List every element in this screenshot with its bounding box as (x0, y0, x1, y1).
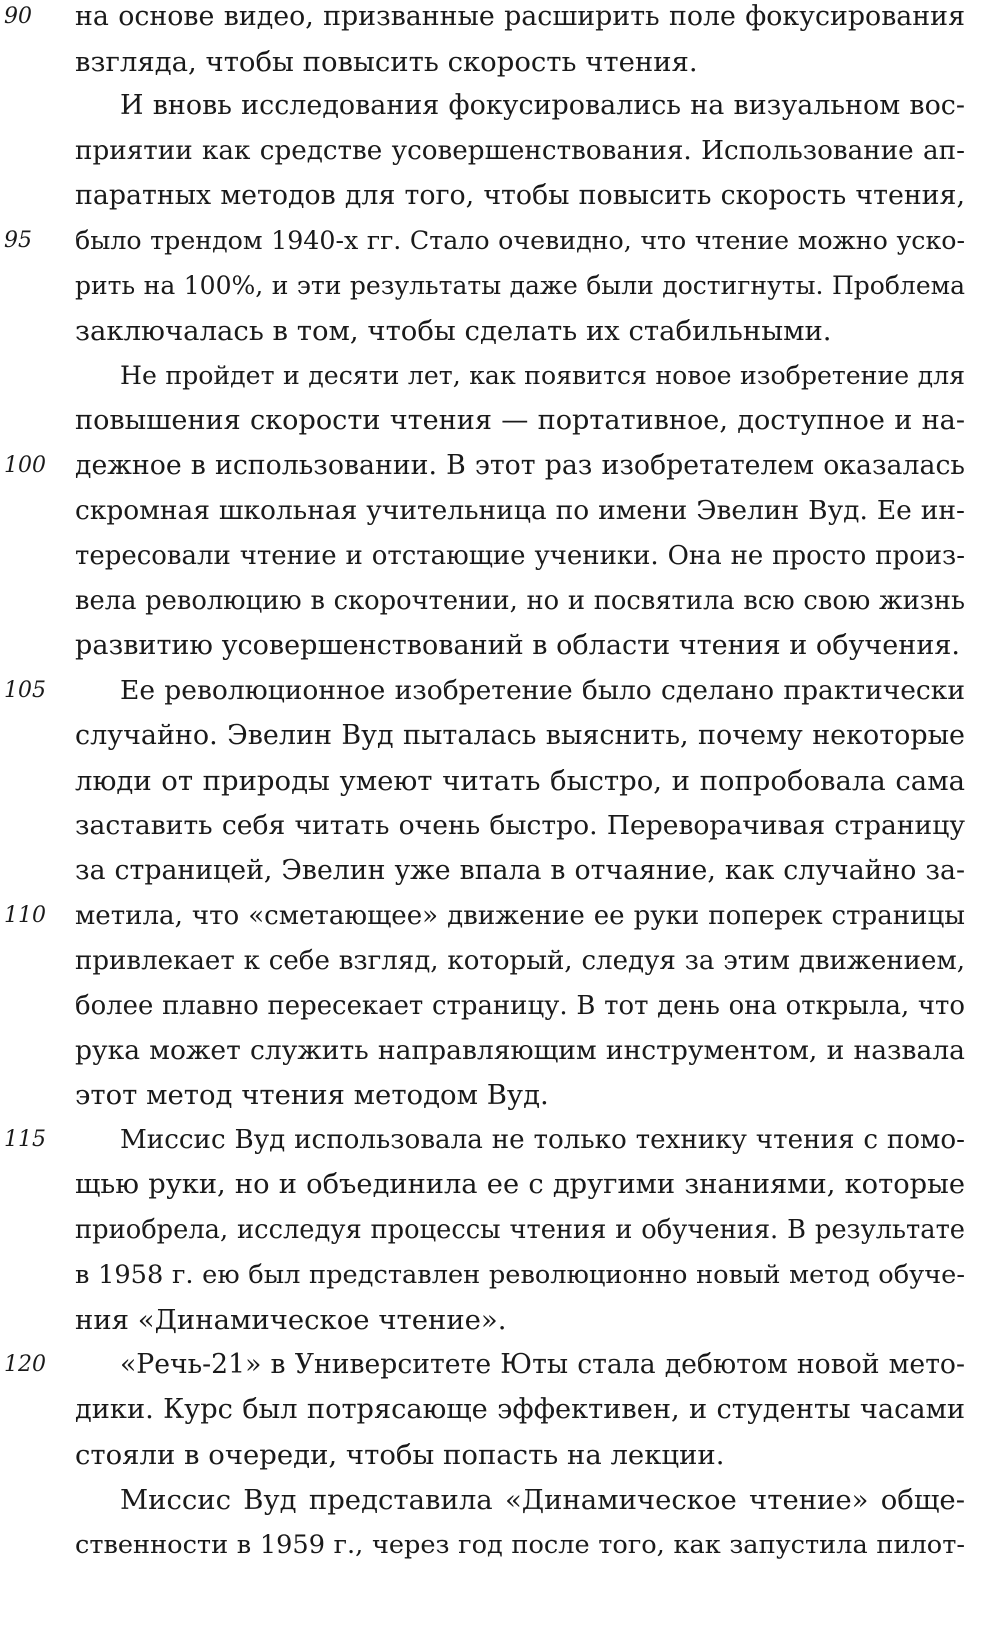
text-line: более плавно пересекает страницу. В тот день она открыла, что (75, 991, 965, 1021)
text-line: метила, что «сметающее» движение ее руки поперек страницы (75, 901, 965, 931)
text-line: паратных методов для того, чтобы повысить скорость чтения, (75, 180, 965, 211)
text-line: было трендом 1940-х гг. Стало очевидно, что чтение можно уско- (75, 226, 965, 255)
text-line: взгляда, чтобы повысить скорость чтения. (75, 46, 698, 78)
text-line: вела революцию в скорочтении, но и посвятила всю свою жизнь (75, 586, 965, 616)
text-line: за страницей, Эвелин уже впала в отчаяние, как случайно за- (75, 855, 965, 886)
line-number: 100 (4, 453, 46, 478)
text-line: рить на 100%, и эти результаты даже были достигнуты. Проблема (75, 271, 965, 300)
text-line: И вновь исследования фокусировались на визуальном вос- (120, 90, 965, 121)
text-line: стояли в очереди, чтобы попасть на лекции. (75, 1439, 725, 1471)
text-line: скромная школьная учительница по имени Эвелин Вуд. Ее ин- (75, 495, 965, 526)
line-number: 105 (4, 678, 46, 703)
text-line: Ее революционное изобретение было сделано практически (120, 675, 965, 706)
text-line: заставить себя читать очень быстро. Переворачивая страницу (75, 810, 965, 841)
text-line: привлекает к себе взгляд, который, следуя за этим движением, (75, 946, 965, 976)
text-line: Не пройдет и десяти лет, как появится новое изобретение для (120, 361, 965, 390)
text-line: ственности в 1959 г., через год после того, как запустила пилот- (75, 1530, 965, 1560)
text-line: приятии как средстве усовершенствования. Использование ап- (75, 136, 965, 166)
text-line: дики. Курс был потрясающе эффективен, и студенты часами (75, 1394, 965, 1425)
text-line: развитию усовершенствований в области чтения и обучения. (75, 630, 961, 661)
text-line: «Речь-21» в Университете Юты стала дебютом новой мето- (120, 1349, 965, 1380)
line-number: 110 (4, 903, 46, 928)
text-line: дежное в использовании. В этот раз изобретателем оказалась (75, 450, 965, 481)
line-number: 90 (4, 4, 32, 29)
text-line: щью руки, но и объединила ее с другими знаниями, которые (75, 1169, 965, 1200)
text-line: Миссис Вуд использовала не только технику чтения с помо- (120, 1125, 965, 1155)
text-line: приобрела, исследуя процессы чтения и обучения. В результате (75, 1215, 965, 1245)
text-line: этот метод чтения методом Вуд. (75, 1079, 549, 1111)
text-line: на основе видео, призванные расширить поле фокусирования (75, 1, 965, 32)
text-line: ния «Динамическое чтение». (75, 1304, 507, 1336)
line-number: 115 (4, 1127, 46, 1152)
text-line: случайно. Эвелин Вуд пыталась выяснить, почему некоторые (75, 720, 965, 751)
text-line: заключалась в том, чтобы сделать их стабильными. (75, 315, 832, 347)
text-line: люди от природы умеют читать быстро, и попробовала сама (75, 765, 965, 797)
line-number: 120 (4, 1352, 46, 1377)
text-line: Миссис Вуд представила «Динамическое чтение» обще- (120, 1484, 965, 1516)
text-line: в 1958 г. ею был представлен революционно новый метод обуче- (75, 1260, 965, 1290)
text-line: рука может служить направляющим инструментом, и назвала (75, 1035, 965, 1066)
line-number: 95 (4, 228, 32, 253)
text-line: повышения скорости чтения — портативное, доступное и на- (75, 405, 965, 436)
text-line: тересовали чтение и отстающие ученики. Она не просто произ- (75, 541, 965, 571)
